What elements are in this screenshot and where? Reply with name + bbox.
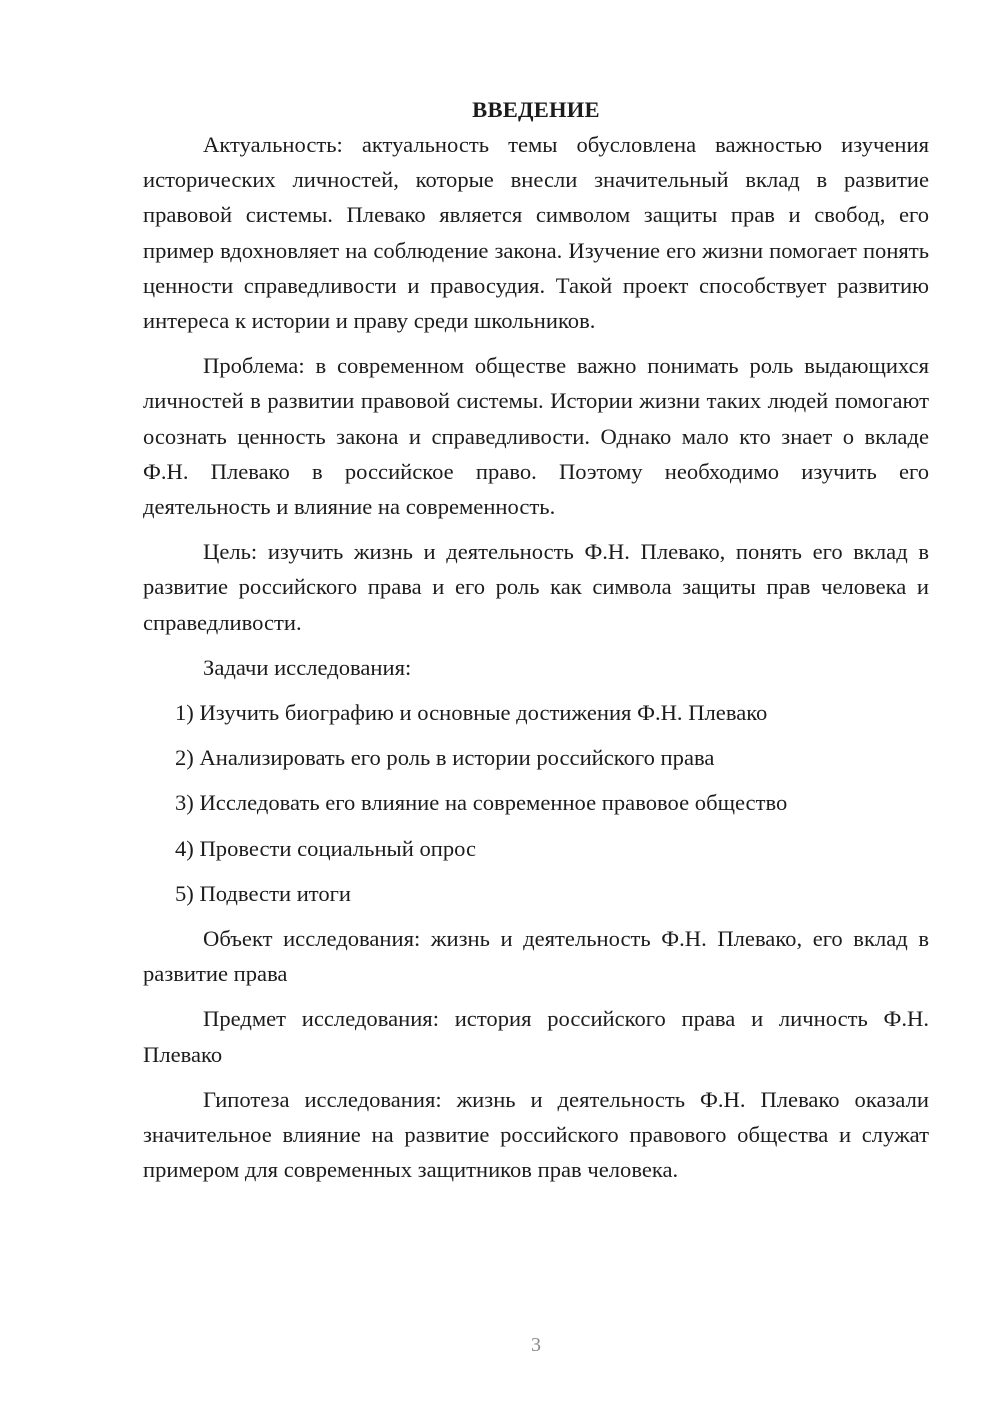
page-content — [143, 92, 929, 1197]
paragraph-object: Объект исследования: жизнь и деятельность Ф.Н. Плевако, его вклад в развитие права — [143, 926, 929, 987]
tasks-heading: Задачи исследования: — [203, 654, 412, 680]
list-item: 4) Провести социальный опрос — [175, 835, 477, 861]
paragraph-relevance: Актуальность: актуальность темы обусловлена важностью изучения исторических личностей, которые внесли значительный вклад в развитие правовой системы. Плевако является символом защиты прав и свобод, его пример вдохновляет на соблюдение закона. Изучение его жизни помогает понять ценности справедливости и правосудия. Такой проект способствует развитию интереса к истории и праву среди школьников. — [143, 132, 929, 334]
paragraph-problem: Проблема: в современном обществе важно понимать роль выдающихся личностей в развитии правовой системы. Истории жизни таких людей помогают осознать ценность закона и справедливости. Однако мало кто знает о вкладе Ф.Н. Плевако в российское право. Поэтому необходимо изучить его деятельность и влияние на современность. — [143, 353, 929, 520]
paragraph-subject: Предмет исследования: история российского права и личность Ф.Н. Плевако — [143, 1006, 929, 1067]
page-number: 3 — [531, 1334, 541, 1356]
tasks-list — [143, 695, 929, 911]
list-item: 3) Исследовать его влияние на современное правовое общество — [175, 790, 788, 816]
paragraph-hypothesis: Гипотеза исследования: жизнь и деятельность Ф.Н. Плевако оказали значительное влияние на развитие российского правового общества и служат примером для современных защитников прав человека. — [143, 1086, 929, 1183]
list-item: 5) Подвести итоги — [175, 880, 352, 906]
list-item: 1) Изучить биографию и основные достижения Ф.Н. Плевако — [175, 700, 768, 726]
list-item: 2) Анализировать его роль в истории российского права — [175, 745, 715, 771]
page-title: ВВЕДЕНИЕ — [472, 97, 600, 122]
paragraph-goal: Цель: изучить жизнь и деятельность Ф.Н. Плевако, понять его вклад в развитие российского права и его роль как символа защиты прав человека и справедливости. — [143, 539, 929, 635]
